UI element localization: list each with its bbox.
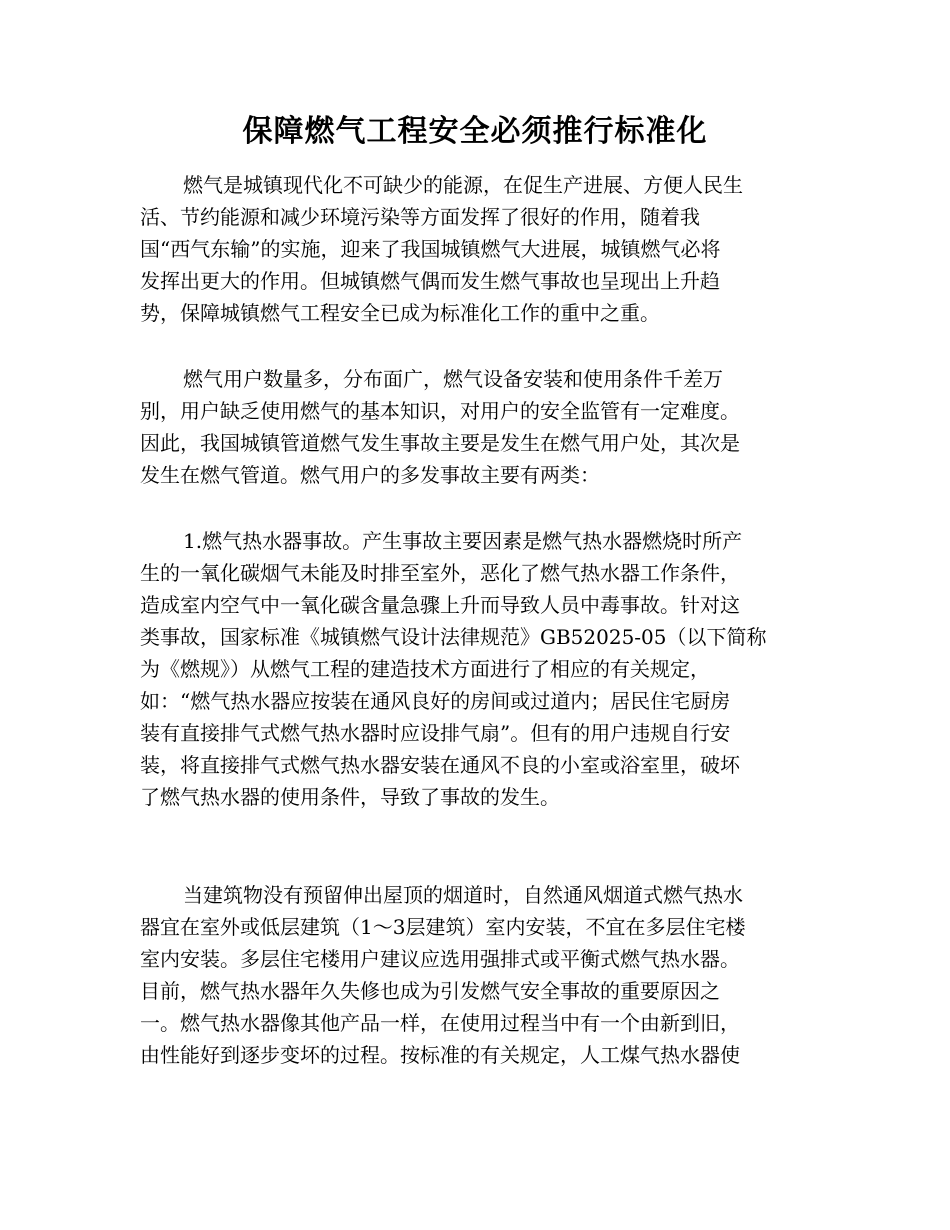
paragraph-3-line-5: 为《燃规》）从燃气工程的建造技术方面进行了相应的有关规定， [140, 657, 710, 681]
paragraph-3-line-2: 生的一氧化碳烟气未能及时排至室外，恶化了燃气热水器工作条件， [140, 561, 740, 585]
paragraph-2-line-3: 因此，我国城镇管道燃气发生事故主要是发生在燃气用户处，其次是 [140, 431, 740, 455]
paragraph-3-line-4: 类事故，国家标准《城镇燃气设计法律规范》GB52025-05（以下简称 [140, 625, 767, 649]
paragraph-3-line-8: 装，将直接排气式燃气热水器安装在通风不良的小室或浴室里，破坏 [140, 753, 740, 777]
paragraph-3-line-6: 如：“燃气热水器应按装在通风良好的房间或过道内；居民住宅厨房 [140, 689, 731, 713]
paragraph-1-line-4: 发挥出更大的作用。但城镇燃气偶而发生燃气事故也呈现出上升趋 [140, 269, 720, 293]
paragraph-1-line-5: 势，保障城镇燃气工程安全已成为标准化工作的重中之重。 [140, 301, 660, 325]
paragraph-4-line-5: 一。燃气热水器像其他产品一样，在使用过程当中有一个由新到旧， [140, 1011, 740, 1035]
paragraph-2-line-1: 燃气用户数量多，分布面广，燃气设备安装和使用条件千差万 [183, 367, 723, 391]
paragraph-1-line-2: 活、节约能源和减少环境污染等方面发挥了很好的作用，随着我 [140, 205, 700, 229]
paragraph-4-line-6: 由性能好到逐步变坏的过程。按标准的有关规定，人工煤气热水器使 [140, 1043, 740, 1067]
paragraph-1-line-1: 燃气是城镇现代化不可缺少的能源，在促生产进展、方便人民生 [183, 173, 743, 197]
paragraph-4-line-4: 目前，燃气热水器年久失修也成为引发燃气安全事故的重要原因之 [140, 979, 720, 1003]
paragraph-2-line-2: 别，用户缺乏使用燃气的基本知识，对用户的安全监管有一定难度。 [140, 399, 740, 423]
paragraph-1-line-3: 国“西气东输”的实施，迎来了我国城镇燃气大进展，城镇燃气必将 [140, 237, 721, 261]
paragraph-4-line-1: 当建筑物没有预留伸出屋顶的烟道时，自然通风烟道式燃气热水 [183, 883, 743, 907]
paragraph-2-line-4: 发生在燃气管道。燃气用户的多发事故主要有两类： [140, 463, 600, 487]
paragraph-3-line-1: 1.燃气热水器事故。产生事故主要因素是燃气热水器燃烧时所产 [183, 529, 743, 553]
paragraph-3-line-3: 造成室内空气中一氧化碳含量急骤上升而导致人员中毒事故。针对这 [140, 593, 740, 617]
paragraph-4-line-2: 器宜在室外或低层建筑（1～3层建筑）室内安装，不宜在多层住宅楼 [140, 915, 746, 939]
paragraph-4-line-3: 室内安装。多层住宅楼用户建议应选用强排式或平衡式燃气热水器。 [140, 947, 740, 971]
paragraph-3-line-7: 装有直接排气式燃气热水器时应设排气扇”。但有的用户违规自行安 [140, 721, 731, 745]
document-title: 保障燃气工程安全必须推行标准化 [242, 114, 708, 149]
paragraph-3-line-9: 了燃气热水器的使用条件，导致了事故的发生。 [140, 785, 560, 809]
